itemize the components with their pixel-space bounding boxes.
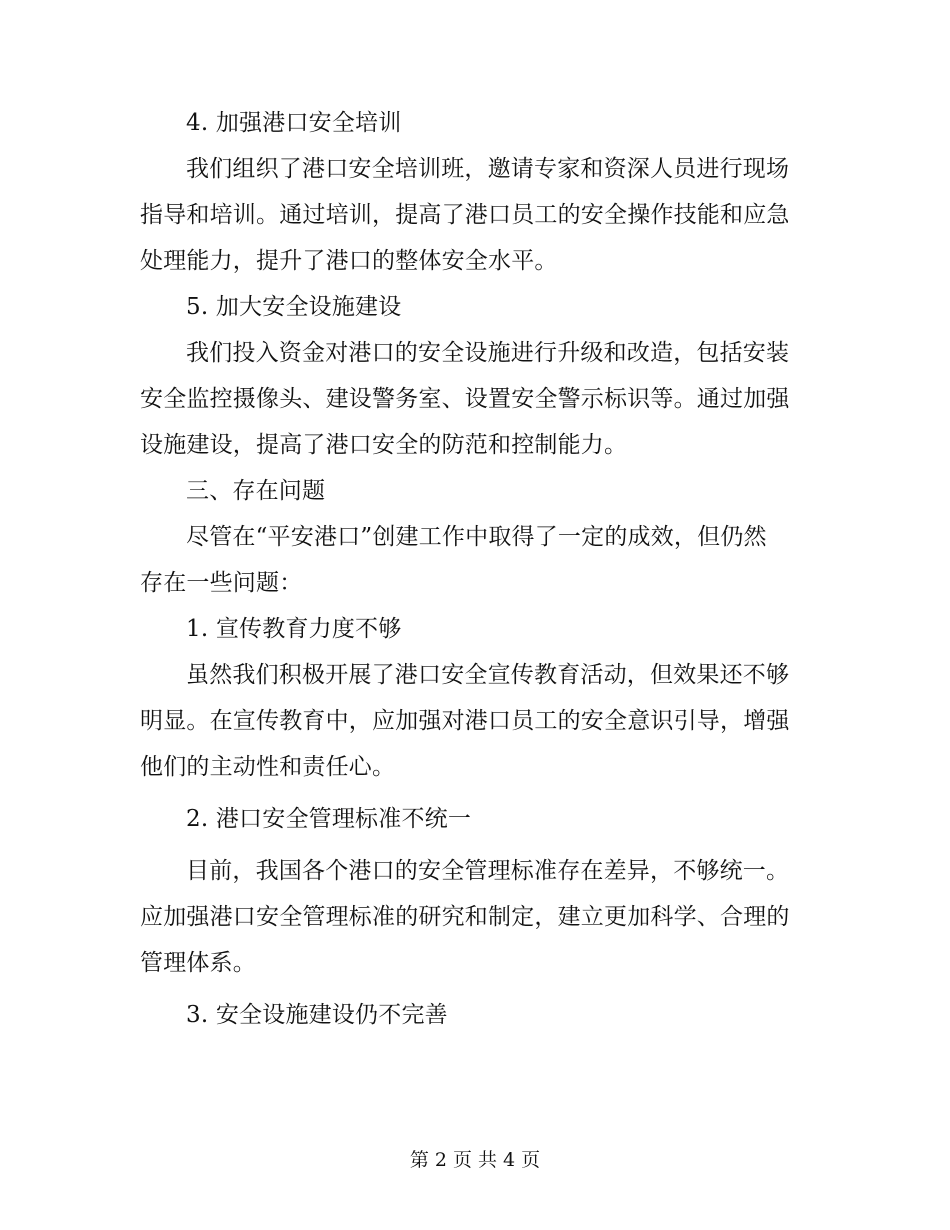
paragraph-line: 虽然我们积极开展了港口安全宣传教育活动，但效果还不够 [186,662,790,688]
paragraph-line: 他们的主动性和责任心。 [140,754,396,780]
document-body [140,100,800,1038]
paragraph-line: 我们投入资金对港口的安全设施进行升级和改造，包括安装 [186,340,790,366]
section-heading: 三、存在问题 [186,478,326,504]
paragraph-line: 存在一些问题： [140,570,303,596]
paragraph-line: 目前，我国各个港口的安全管理标准存在差异，不够统一。 [186,858,790,884]
section-heading: 3. 安全设施建设仍不完善 [186,1002,448,1028]
paragraph-line: 设施建设，提高了港口安全的防范和控制能力。 [140,432,628,458]
section-heading: 2. 港口安全管理标准不统一 [186,806,472,832]
paragraph-line: 处理能力，提升了港口的整体安全水平。 [140,248,558,274]
section-heading: 5. 加大安全设施建设 [186,294,402,320]
paragraph-line: 明显。在宣传教育中，应加强对港口员工的安全意识引导，增强 [140,708,790,734]
paragraph-line: 应加强港口安全管理标准的研究和制定，建立更加科学、合理的 [140,904,790,930]
paragraph-line: 我们组织了港口安全培训班，邀请专家和资深人员进行现场 [186,156,790,182]
paragraph-line: 管理体系。 [140,950,256,976]
page-number-footer: 第 2 页 共 4 页 [409,1149,541,1171]
paragraph-line: 指导和培训。通过培训，提高了港口员工的安全操作技能和应急 [140,202,790,228]
paragraph-line: 尽管在“平安港口”创建工作中取得了一定的成效，但仍然 [186,524,767,550]
section-heading: 1. 宣传教育力度不够 [186,616,402,642]
section-heading: 4. 加强港口安全培训 [186,110,402,136]
paragraph-line: 安全监控摄像头、建设警务室、设置安全警示标识等。通过加强 [140,386,790,412]
